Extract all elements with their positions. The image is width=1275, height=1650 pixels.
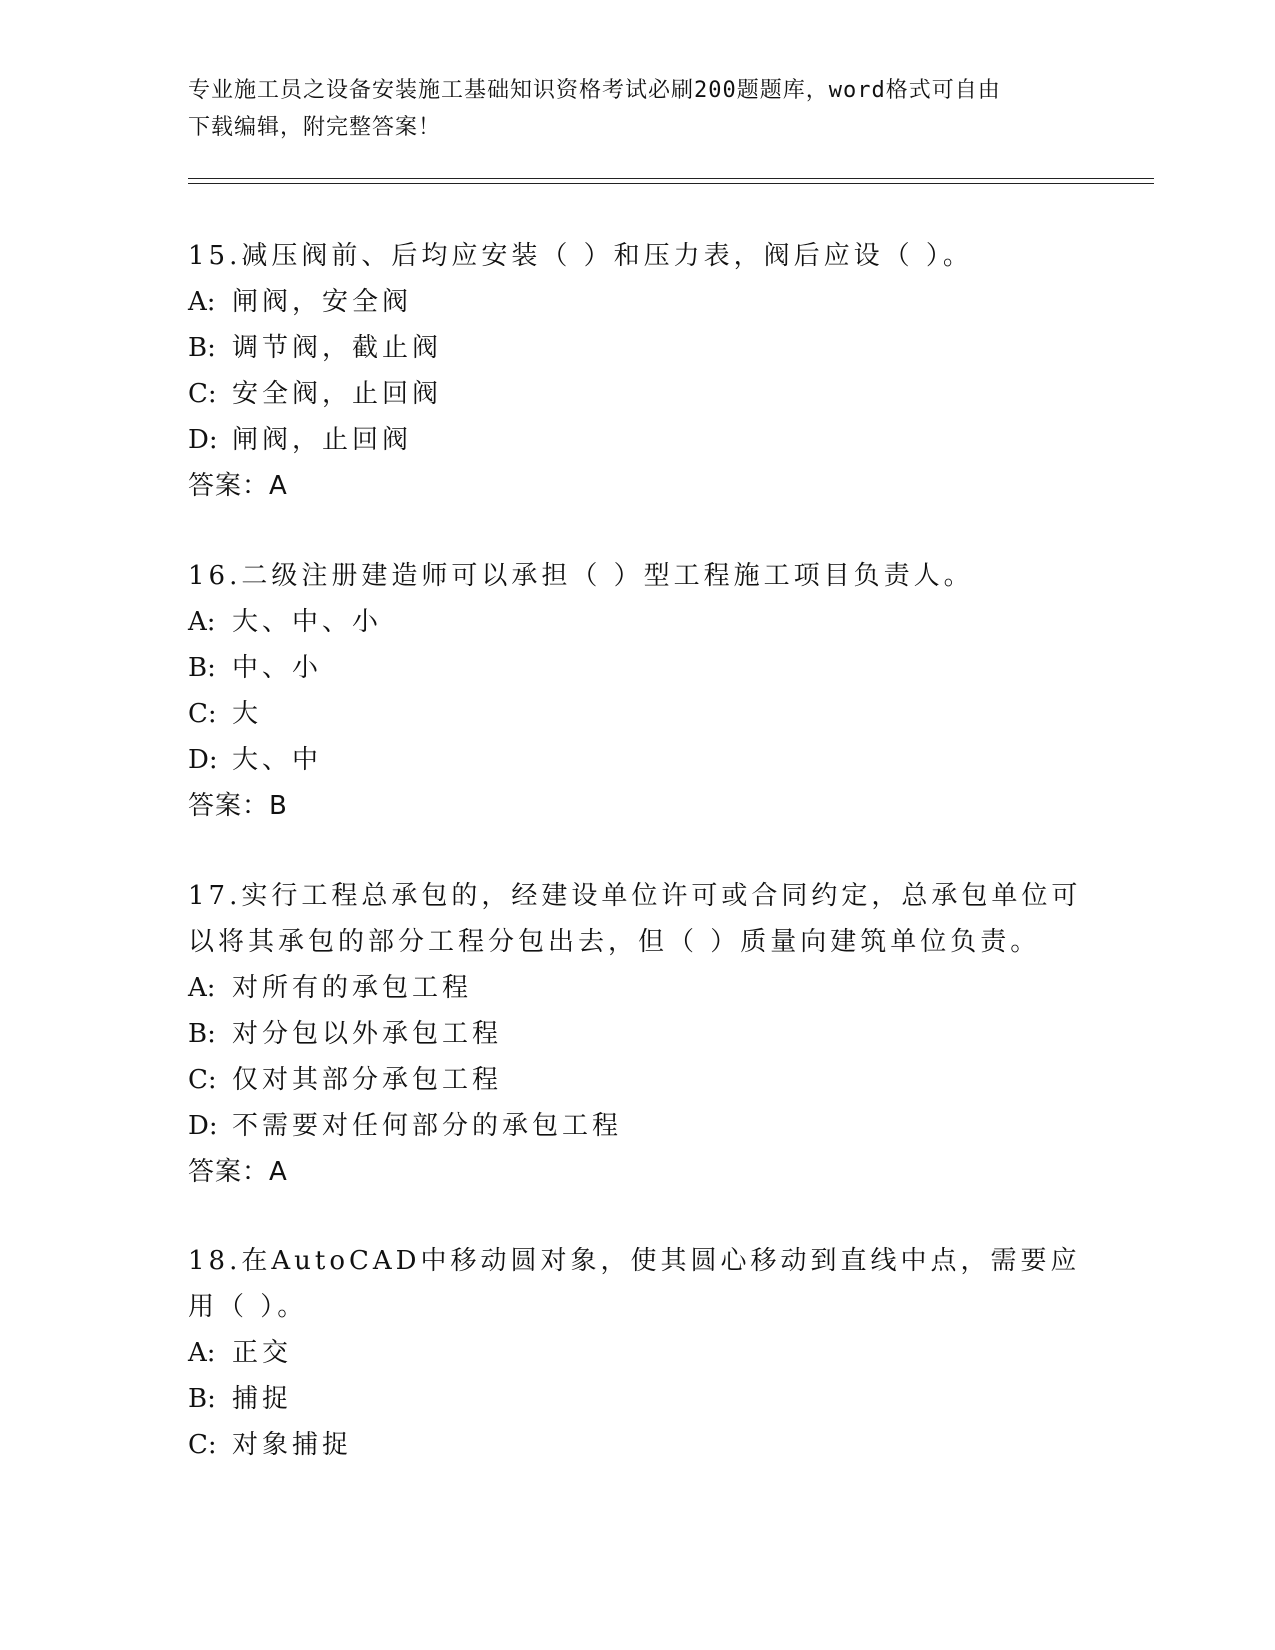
option-text: 大 xyxy=(232,699,263,729)
option-b xyxy=(188,1011,1088,1057)
option-key: B: xyxy=(188,653,216,683)
option-key: B: xyxy=(188,1019,216,1049)
option-c xyxy=(188,1057,1088,1103)
answer-line: 答案：A xyxy=(188,1157,288,1187)
option-text: 中、小 xyxy=(232,653,323,683)
option-key: D: xyxy=(188,1111,218,1141)
option-key: A: xyxy=(188,973,216,1003)
option-text: 对象捕捉 xyxy=(232,1430,353,1460)
option-a xyxy=(188,599,1088,645)
header-line-1: 专业施工员之设备安装施工基础知识资格考试必刷200题题库，word格式可自由 xyxy=(188,78,1001,103)
question-16 xyxy=(188,553,1088,829)
option-a xyxy=(188,1330,1088,1376)
option-text: 捕捉 xyxy=(232,1384,293,1414)
option-text: 对分包以外承包工程 xyxy=(232,1019,503,1049)
answer-line: 答案：B xyxy=(188,791,288,821)
answer-line: 答案：A xyxy=(188,471,288,501)
option-key: C: xyxy=(188,1430,217,1460)
option-key: B: xyxy=(188,333,216,363)
option-key: D: xyxy=(188,425,218,455)
option-key: A: xyxy=(188,607,216,637)
option-d xyxy=(188,737,1088,783)
option-text: 调节阀，截止阀 xyxy=(232,333,443,363)
option-c xyxy=(188,1422,1088,1468)
header-line-2: 下载编辑，附完整答案！ xyxy=(188,115,442,140)
option-a xyxy=(188,965,1088,1011)
option-text: 闸阀，安全阀 xyxy=(232,287,413,317)
option-key: A: xyxy=(188,1338,216,1368)
option-text: 安全阀，止回阀 xyxy=(232,379,443,409)
option-key: C: xyxy=(188,379,217,409)
option-b xyxy=(188,325,1088,371)
question-stem: 18.在AutoCAD中移动圆对象，使其圆心移动到直线中点，需要应用（ ）。 xyxy=(188,1246,1081,1322)
document-header xyxy=(188,72,1088,146)
option-c xyxy=(188,691,1088,737)
option-key: D: xyxy=(188,745,218,775)
option-key: C: xyxy=(188,1065,217,1095)
option-d xyxy=(188,1103,1088,1149)
option-b xyxy=(188,645,1088,691)
option-text: 不需要对任何部分的承包工程 xyxy=(232,1111,623,1141)
option-a xyxy=(188,279,1088,325)
option-text: 大、中、小 xyxy=(232,607,383,637)
question-15 xyxy=(188,233,1088,509)
question-18 xyxy=(188,1238,1088,1468)
option-text: 大、中 xyxy=(232,745,323,775)
option-c xyxy=(188,371,1088,417)
option-key: A: xyxy=(188,287,216,317)
question-stem: 17.实行工程总承包的，经建设单位许可或合同约定，总承包单位可以将其承包的部分工程分包出去，但（ ）质量向建筑单位负责。 xyxy=(188,881,1082,957)
option-key: C: xyxy=(188,699,217,729)
question-17 xyxy=(188,873,1088,1195)
option-key: B: xyxy=(188,1384,216,1414)
option-text: 对所有的承包工程 xyxy=(232,973,473,1003)
option-text: 闸阀，止回阀 xyxy=(232,425,413,455)
header-rule-top xyxy=(188,178,1154,179)
option-text: 仅对其部分承包工程 xyxy=(232,1065,503,1095)
option-d xyxy=(188,417,1088,463)
question-stem: 15.减压阀前、后均应安装（ ）和压力表，阀后应设（ ）。 xyxy=(188,241,973,271)
header-rule-bottom xyxy=(188,183,1154,184)
option-b xyxy=(188,1376,1088,1422)
option-text: 正交 xyxy=(232,1338,293,1368)
question-stem: 16.二级注册建造师可以承担（ ）型工程施工项目负责人。 xyxy=(188,561,974,591)
